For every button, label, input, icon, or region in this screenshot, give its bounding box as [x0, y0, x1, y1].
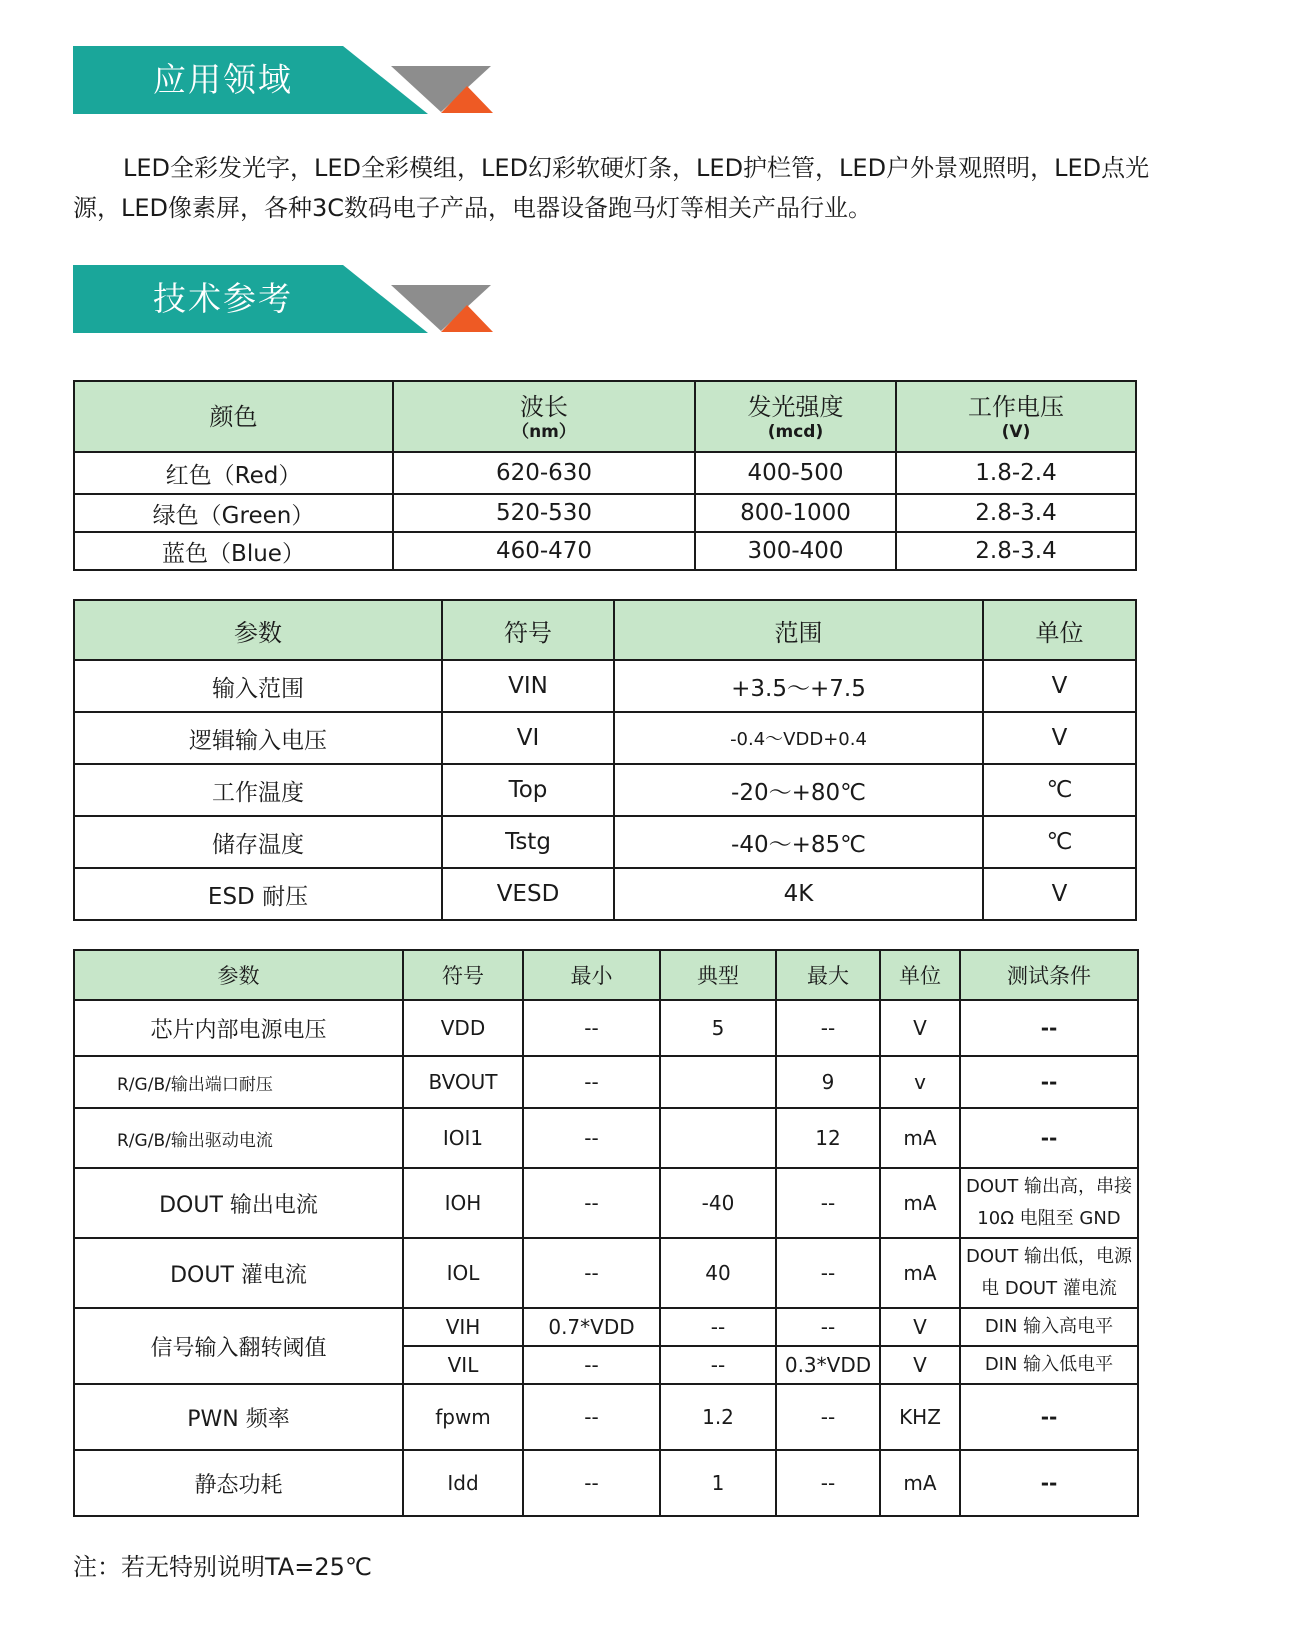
- header-cell: 参数: [74, 600, 442, 660]
- table-cell: PWN 频率: [74, 1384, 403, 1450]
- table-cell: 工作温度: [74, 764, 442, 816]
- table-row: [74, 1000, 1138, 1056]
- table-cell: 芯片内部电源电压: [74, 1000, 403, 1056]
- table-row: [74, 1308, 1138, 1346]
- table-cell: --: [776, 1238, 880, 1308]
- header-cell: 符号: [442, 600, 614, 660]
- table-cell: ℃: [983, 764, 1136, 816]
- table-cell: v: [880, 1056, 960, 1108]
- intro-paragraph: LED全彩发光字，LED全彩模组，LED幻彩软硬灯条，LED护栏管，LED户外景观照明，LED点光源，LED像素屏，各种3C数码电子产品，电器设备跑马灯等相关产品行业。: [73, 154, 1150, 222]
- header-cell: 发光强度 (mcd): [695, 381, 896, 452]
- table-cell: VI: [442, 712, 614, 764]
- table-cell: 0.3*VDD: [776, 1346, 880, 1384]
- table-cell: --: [960, 1000, 1138, 1056]
- table-cell: --: [776, 1308, 880, 1346]
- table-cell: 储存温度: [74, 816, 442, 868]
- table-row: [74, 452, 1136, 494]
- table-cell: KHZ: [880, 1384, 960, 1450]
- table-cell: V: [983, 660, 1136, 712]
- table-row: [74, 1168, 1138, 1238]
- header-cell: 最小: [523, 950, 660, 1000]
- header-cell: 波长 （nm）: [393, 381, 695, 452]
- table-cell: V: [880, 1000, 960, 1056]
- table-cell: 1.2: [660, 1384, 776, 1450]
- table-cell: VIH: [403, 1308, 523, 1346]
- table-cell: DIN 输入低电平: [960, 1346, 1138, 1384]
- table-cell: --: [523, 1056, 660, 1108]
- table-cell: VESD: [442, 868, 614, 920]
- table-cell: --: [776, 1384, 880, 1450]
- table-cell: -20～+80℃: [614, 764, 983, 816]
- table-cell: mA: [880, 1108, 960, 1168]
- electrical-characteristics-table: [73, 949, 1139, 1517]
- table-cell: 300-400: [695, 532, 896, 570]
- table-cell: -40: [660, 1168, 776, 1238]
- table-cell: 9: [776, 1056, 880, 1108]
- table-cell: R/G/B/输出端口耐压: [74, 1056, 403, 1108]
- table-cell: VIL: [403, 1346, 523, 1384]
- table-cell: DOUT 输出高，串接10Ω 电阻至 GND: [960, 1168, 1138, 1238]
- table-cell: ℃: [983, 816, 1136, 868]
- table-cell: 2.8-3.4: [896, 494, 1136, 532]
- absolute-ratings-table: [73, 599, 1137, 921]
- header-cell: 单位: [983, 600, 1136, 660]
- header-cell: 典型: [660, 950, 776, 1000]
- table-cell: 2.8-3.4: [896, 532, 1136, 570]
- table-cell: DIN 输入高电平: [960, 1308, 1138, 1346]
- table-cell: --: [523, 1108, 660, 1168]
- table-row: [74, 532, 1136, 570]
- table-row: [74, 1238, 1138, 1308]
- table-cell: 1: [660, 1450, 776, 1516]
- table-cell: V: [983, 868, 1136, 920]
- table-row: [74, 1384, 1138, 1450]
- table-cell: 4K: [614, 868, 983, 920]
- table-cell: IOI1: [403, 1108, 523, 1168]
- header-cell: 范围: [614, 600, 983, 660]
- table-cell: 信号输入翻转阈值: [74, 1308, 403, 1384]
- table-cell: --: [523, 1450, 660, 1516]
- table-cell: 40: [660, 1238, 776, 1308]
- section-title: 应用领域: [153, 60, 293, 99]
- table-row: [74, 816, 1136, 868]
- table-cell: 红色（Red）: [74, 452, 393, 494]
- table-cell: --: [660, 1308, 776, 1346]
- table-header-row: [74, 950, 1138, 1000]
- table-cell: 800-1000: [695, 494, 896, 532]
- table-cell: ESD 耐压: [74, 868, 442, 920]
- table-cell: DOUT 输出低，电源电 DOUT 灌电流: [960, 1238, 1138, 1308]
- table-cell: --: [523, 1346, 660, 1384]
- header-cell: 参数: [74, 950, 403, 1000]
- table-row: [74, 1108, 1138, 1168]
- table-cell: --: [960, 1384, 1138, 1450]
- table-row: [74, 764, 1136, 816]
- table-cell: [660, 1108, 776, 1168]
- table-cell: --: [960, 1108, 1138, 1168]
- table-cell: 620-630: [393, 452, 695, 494]
- footnote: 注：若无特别说明TA=25℃: [73, 1553, 372, 1581]
- table-cell: --: [523, 1238, 660, 1308]
- section-banner-application: [73, 46, 493, 114]
- table-cell: Idd: [403, 1450, 523, 1516]
- header-cell: 工作电压 (V): [896, 381, 1136, 452]
- table-cell: 输入范围: [74, 660, 442, 712]
- table-row: [74, 1056, 1138, 1108]
- table-cell: 绿色（Green）: [74, 494, 393, 532]
- table-cell: 蓝色（Blue）: [74, 532, 393, 570]
- table-cell: [660, 1056, 776, 1108]
- table-cell: 5: [660, 1000, 776, 1056]
- table-cell: 12: [776, 1108, 880, 1168]
- table-row: [74, 1450, 1138, 1516]
- header-cell: 符号: [403, 950, 523, 1000]
- table-cell: 0.7*VDD: [523, 1308, 660, 1346]
- table-row: [74, 712, 1136, 764]
- table-cell: 逻辑输入电压: [74, 712, 442, 764]
- table-cell: V: [880, 1308, 960, 1346]
- table-cell: --: [776, 1168, 880, 1238]
- table-cell: --: [960, 1056, 1138, 1108]
- header-cell: 测试条件: [960, 950, 1138, 1000]
- table-cell: --: [523, 1384, 660, 1450]
- table-cell: --: [960, 1450, 1138, 1516]
- table-cell: mA: [880, 1450, 960, 1516]
- table-cell: mA: [880, 1168, 960, 1238]
- section-title: 技术参考: [153, 279, 293, 318]
- table-row: [74, 660, 1136, 712]
- table-cell: mA: [880, 1238, 960, 1308]
- optical-spec-table: [73, 380, 1137, 571]
- table-cell: -40～+85℃: [614, 816, 983, 868]
- table-cell: --: [523, 1168, 660, 1238]
- table-cell: IOH: [403, 1168, 523, 1238]
- table-cell: R/G/B/输出驱动电流: [74, 1108, 403, 1168]
- table-cell: Tstg: [442, 816, 614, 868]
- table-cell: IOL: [403, 1238, 523, 1308]
- table-cell: BVOUT: [403, 1056, 523, 1108]
- table-header-row: [74, 381, 1136, 452]
- table-cell: --: [776, 1000, 880, 1056]
- application-description: [73, 148, 1153, 228]
- table-cell: VIN: [442, 660, 614, 712]
- table-cell: Top: [442, 764, 614, 816]
- table-cell: 静态功耗: [74, 1450, 403, 1516]
- table-cell: --: [660, 1346, 776, 1384]
- table-cell: DOUT 输出电流: [74, 1168, 403, 1238]
- table-cell: 400-500: [695, 452, 896, 494]
- table-cell: 1.8-2.4: [896, 452, 1136, 494]
- table-cell: VDD: [403, 1000, 523, 1056]
- table-cell: --: [523, 1000, 660, 1056]
- header-cell: 最大: [776, 950, 880, 1000]
- table-cell: 460-470: [393, 532, 695, 570]
- table-row: [74, 494, 1136, 532]
- table-cell: V: [983, 712, 1136, 764]
- table-cell: +3.5～+7.5: [614, 660, 983, 712]
- table-cell: -0.4～VDD+0.4: [614, 712, 983, 764]
- table-cell: V: [880, 1346, 960, 1384]
- table-header-row: [74, 600, 1136, 660]
- table-cell: --: [776, 1450, 880, 1516]
- section-banner-tech: [73, 265, 493, 333]
- table-row: [74, 868, 1136, 920]
- table-cell: DOUT 灌电流: [74, 1238, 403, 1308]
- header-cell: 单位: [880, 950, 960, 1000]
- table-cell: 520-530: [393, 494, 695, 532]
- header-cell: 颜色: [74, 381, 393, 452]
- table-cell: fpwm: [403, 1384, 523, 1450]
